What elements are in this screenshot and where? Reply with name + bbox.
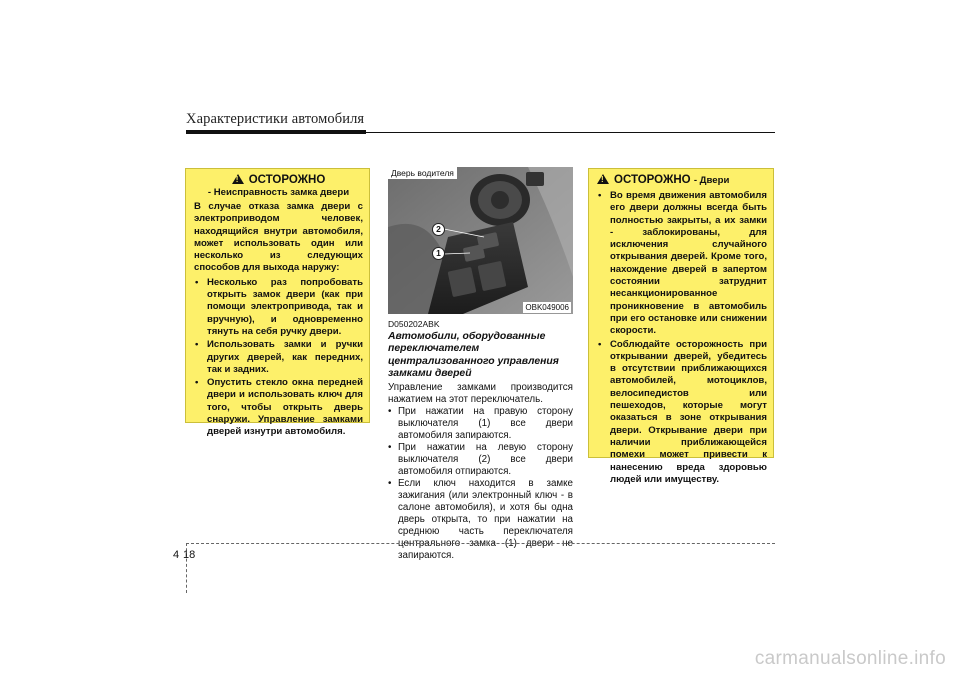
warning-title: ОСТОРОЖНО [614, 174, 691, 186]
header-rule-thick [186, 130, 366, 134]
warning-list-item: • Соблюдайте осторожность при открывании дверей, убедитесь в отсутствии приближающихся автомобилей, мотоциклов, велосипедистов или пешеходов, которые могут оказаться в зоне открывания двери. Открывание двери при наличии приближающейся помехи может привести к нанесению вреда здоровью людей или имуществу. [597, 339, 767, 487]
warning-heading [194, 173, 363, 187]
warning-triangle-icon [597, 174, 609, 184]
warning-list [597, 190, 767, 486]
door-switch-photo [388, 167, 573, 314]
main-text-column [388, 318, 573, 562]
section-code: D050202ABK [388, 319, 440, 329]
warning-list-item: • Использовать замки и ручки других дверей, как передних, так и задних. [194, 339, 363, 376]
page-number [173, 549, 195, 561]
warning-subtitle: - Неисправность замка двери [207, 187, 350, 198]
warning-list [194, 277, 363, 439]
warning-subtitle: - Двери [693, 175, 730, 186]
warning-box-door-lock-failure [185, 168, 370, 438]
page-header-title: Характеристики автомобиля [186, 111, 365, 127]
section-list-item: • При нажатии на правую сторону выключателя (1) все двери автомобиля запираются. [388, 406, 573, 442]
callout-marker: 2 [432, 223, 445, 236]
page-number-value: 18 [183, 549, 196, 561]
warning-title: ОСТОРОЖНО [248, 174, 326, 186]
warning-list-item: • Опустить стекло окна передней двери и использовать ключ для того, чтобы открыть дверь снаружи. Управление замками дверей изнутри автомобиля. [194, 377, 363, 438]
photo-label: Дверь водителя [388, 167, 457, 179]
section-list [388, 406, 573, 562]
warning-intro: В случае отказа замка двери с электроприводом человек, находящийся внутри автомобиля, может использовать один или несколько из следующих способов для выхода наружу: [194, 201, 363, 274]
warning-list-item: • Во время движения автомобиля его двери должны всегда быть полностью закрыты, а их замки - заблокированы, для исключения случайного открывания дверей. Кроме того, нахождение дверей в запертом состоянии затруднит несанкционированное проникновение в автомобиль при его остановке или снижении скорости. [597, 190, 767, 338]
callout-marker: 1 [432, 247, 445, 260]
warning-box-doors [588, 168, 774, 485]
warning-heading [597, 173, 767, 188]
header-rule-thin [366, 132, 775, 133]
warning-triangle-icon [232, 174, 244, 184]
footer-rule [186, 543, 775, 544]
warning-list-item: • Несколько раз попробовать открыть замок двери (как при помощи электропривода, так и вручную), и одновременно тянуть на себя ручку двери. [194, 277, 363, 338]
section-intro: Управление замками производится нажатием на этот переключатель. [388, 381, 573, 405]
photo-code: OBK049006 [525, 303, 569, 312]
door-panel-illustration [388, 167, 573, 314]
section-heading: Автомобили, оборудованные переключателем централизованного управления замками дверей [388, 331, 559, 380]
chapter-number: 4 [173, 549, 180, 561]
section-list-item: • Если ключ находится в замке зажигания (или электронный ключ - в салоне автомобиля), и хотя бы одна дверь открыта, то при нажатии на среднюю часть переключателя центрального замка (1) двери не запираются. [388, 478, 573, 562]
watermark: carmanualsonline.info [754, 648, 946, 669]
section-list-item: • При нажатии на левую сторону выключателя (2) все двери автомобиля отпираются. [388, 442, 573, 478]
